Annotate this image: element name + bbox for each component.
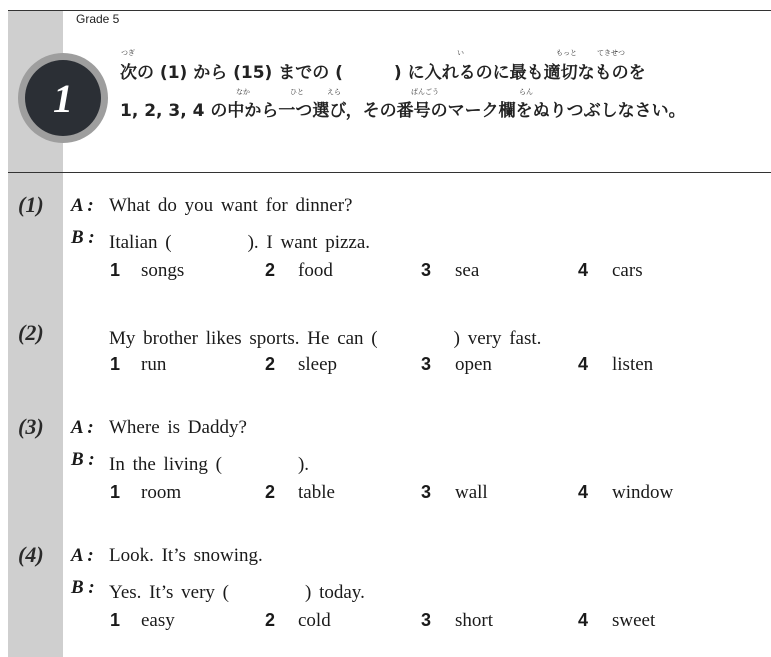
option-number[interactable]: 2 [265,354,276,374]
option-text[interactable]: songs [141,260,185,281]
option-number[interactable]: 1 [110,610,121,630]
option-text[interactable]: cars [612,260,643,281]
speaker-label: B : [71,577,95,598]
option-number[interactable]: 3 [421,610,432,630]
option-text[interactable]: sleep [298,354,338,375]
dialogue-line: Italian ( ). I want pizza. [109,232,371,253]
speaker-label: A : [71,545,94,566]
option-number[interactable]: 3 [421,482,432,502]
dialogue-line: Yes. It’s very ( ) today. [109,582,365,603]
option-text[interactable]: sweet [612,610,656,631]
option-number[interactable]: 4 [578,610,589,630]
dialogue-line: Where is Daddy? [109,417,247,438]
option-number[interactable]: 3 [421,260,432,280]
speaker-label: B : [71,449,95,470]
option-text[interactable]: wall [455,482,488,503]
top-rule [8,10,771,11]
option-number[interactable]: 1 [110,354,121,374]
question-sentence: My brother likes sports. He can ( ) very fast. [109,328,542,349]
furigana-ran: らん [519,88,533,96]
option-text[interactable]: run [141,354,167,375]
furigana-era: えら [327,88,341,96]
option-number[interactable]: 2 [265,610,276,630]
furigana-i: い [457,49,464,57]
option-text[interactable]: table [298,482,335,503]
instruction-line-1: 次の (1) から (15) までの ( ) に入れるのに最も適切なものを [120,63,646,83]
speaker-label: A : [71,417,94,438]
option-number[interactable]: 2 [265,482,276,502]
option-number[interactable]: 4 [578,482,589,502]
question-number: (1) [18,192,44,217]
dialogue-line: What do you want for dinner? [109,195,353,216]
option-text[interactable]: window [612,482,674,503]
dialogue-line: Look. It’s snowing. [109,545,263,566]
furigana-motto: もっと [556,49,577,57]
speaker-label: B : [71,227,95,248]
furigana-naka: なか [236,88,250,96]
furigana-tekisetsu: てきせつ [597,49,625,57]
option-text[interactable]: room [141,482,182,503]
furigana-hito: ひと [290,88,304,96]
option-text[interactable]: food [298,260,333,281]
speaker-label: A : [71,195,94,216]
option-number[interactable]: 4 [578,354,589,374]
header-divider [8,172,771,173]
question-number: (4) [18,542,44,567]
question-number: (2) [18,320,44,345]
option-text[interactable]: sea [455,260,480,281]
option-number[interactable]: 2 [265,260,276,280]
instruction-line-2: 1, 2, 3, 4 の中から一つ選び，その番号のマーク欄をぬりつぶしなさい。 [120,101,686,121]
option-number[interactable]: 4 [578,260,589,280]
option-number[interactable]: 3 [421,354,432,374]
question-number: (3) [18,414,44,439]
option-number[interactable]: 1 [110,482,121,502]
section-badge-number: 1 [25,60,101,136]
furigana-tsugi: つぎ [121,49,135,57]
grade-label: Grade 5 [76,12,120,26]
option-text[interactable]: cold [298,610,331,631]
option-text[interactable]: open [455,354,492,375]
option-number[interactable]: 1 [110,260,121,280]
furigana-bangou: ばんごう [411,88,439,96]
dialogue-line: In the living ( ). [109,454,310,475]
option-text[interactable]: easy [141,610,175,631]
option-text[interactable]: listen [612,354,654,375]
option-text[interactable]: short [455,610,493,631]
